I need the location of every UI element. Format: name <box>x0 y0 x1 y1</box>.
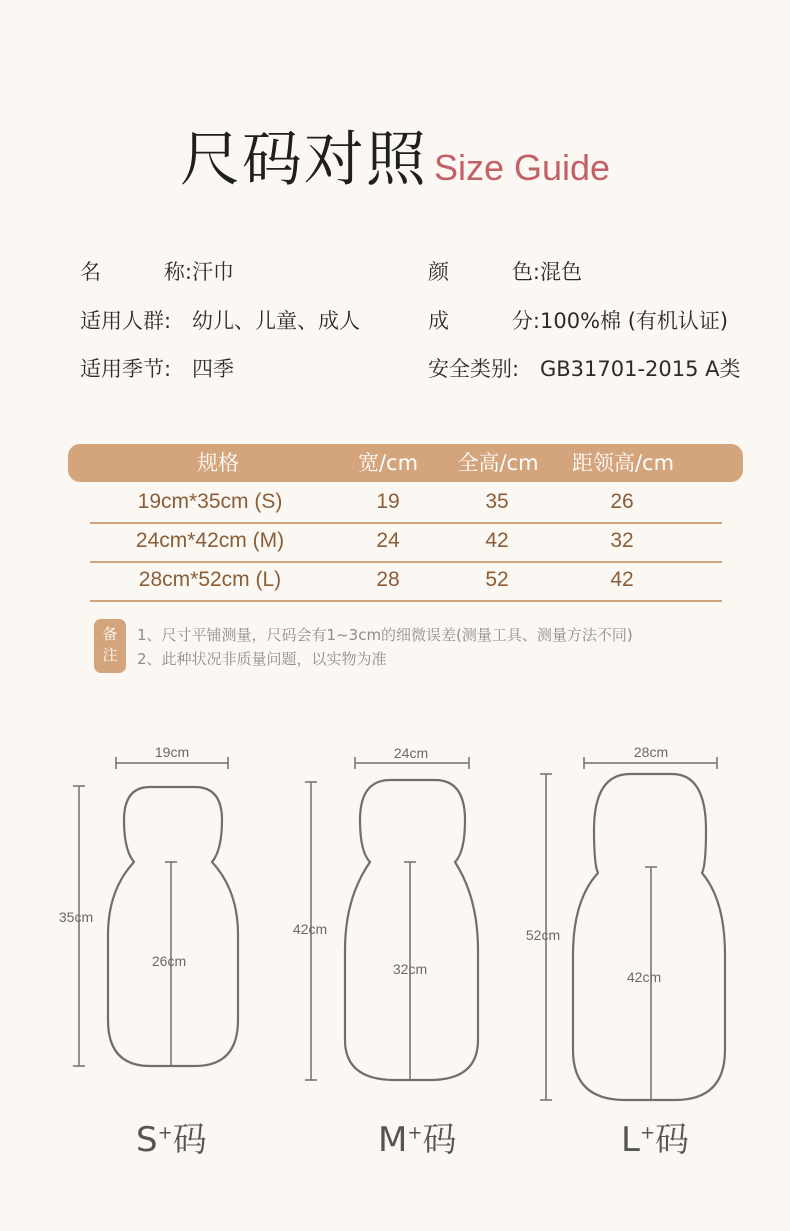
table-row: 24cm*42cm (M) 24 42 32 <box>90 521 722 563</box>
s-height-label: 35cm <box>58 909 94 925</box>
l-height-label: 52cm <box>525 927 561 943</box>
bib-outline-l <box>573 774 725 1100</box>
table-row: 28cm*52cm (L) 28 52 42 <box>90 560 722 602</box>
m-width-label: 24cm <box>393 745 429 761</box>
note-badge: 备 注 <box>94 619 126 673</box>
note-line-2: 2、此种状况非质量问题，以实物为准 <box>137 650 387 668</box>
bib-outline-s <box>108 787 238 1066</box>
header-height: 全高/cm <box>457 451 539 475</box>
info-name: 名 称: 汗巾 <box>80 260 234 284</box>
info-season: 适用季节: 四季 <box>80 357 234 381</box>
header-neck: 距领高/cm <box>571 451 675 475</box>
size-label-l: L+码 <box>621 1120 690 1160</box>
info-material-value: 100%棉 (有机认证) <box>540 309 729 333</box>
s-width-label: 19cm <box>154 744 190 760</box>
m-neck-label: 32cm <box>392 961 428 977</box>
info-color: 颜 色: 混色 <box>428 260 582 284</box>
size-label-m: M+码 <box>378 1120 457 1160</box>
table-row: 19cm*35cm (S) 19 35 26 <box>90 482 722 524</box>
header-width: 宽/cm <box>357 451 419 475</box>
bib-outline-m <box>345 780 478 1080</box>
title-english: Size Guide <box>433 147 611 188</box>
info-safety-value: GB31701-2015 A类 <box>540 357 741 381</box>
size-label-s: S+码 <box>136 1120 207 1160</box>
info-season-value: 四季 <box>192 357 234 381</box>
s-neck-label: 26cm <box>151 953 187 969</box>
info-audience-value: 幼儿、儿童、成人 <box>192 309 360 333</box>
info-audience: 适用人群: 幼儿、儿童、成人 <box>80 309 360 333</box>
info-material: 成 分: 100%棉 (有机认证) <box>428 309 729 333</box>
l-width-label: 28cm <box>633 744 669 760</box>
title-chinese: 尺码对照 <box>179 125 428 195</box>
info-color-value: 混色 <box>540 260 582 284</box>
m-height-label: 42cm <box>292 921 328 937</box>
page-title <box>0 112 790 198</box>
info-safety: 安全类别: GB31701-2015 A类 <box>428 357 741 381</box>
info-name-value: 汗巾 <box>192 260 234 284</box>
size-diagrams <box>0 730 790 1130</box>
l-neck-label: 42cm <box>626 969 662 985</box>
size-table-header <box>68 444 743 482</box>
header-spec: 规格 <box>197 451 239 475</box>
note-line-1: 1、尺寸平铺测量，尺码会有1~3cm的细微误差(测量工具、测量方法不同) <box>137 626 633 644</box>
